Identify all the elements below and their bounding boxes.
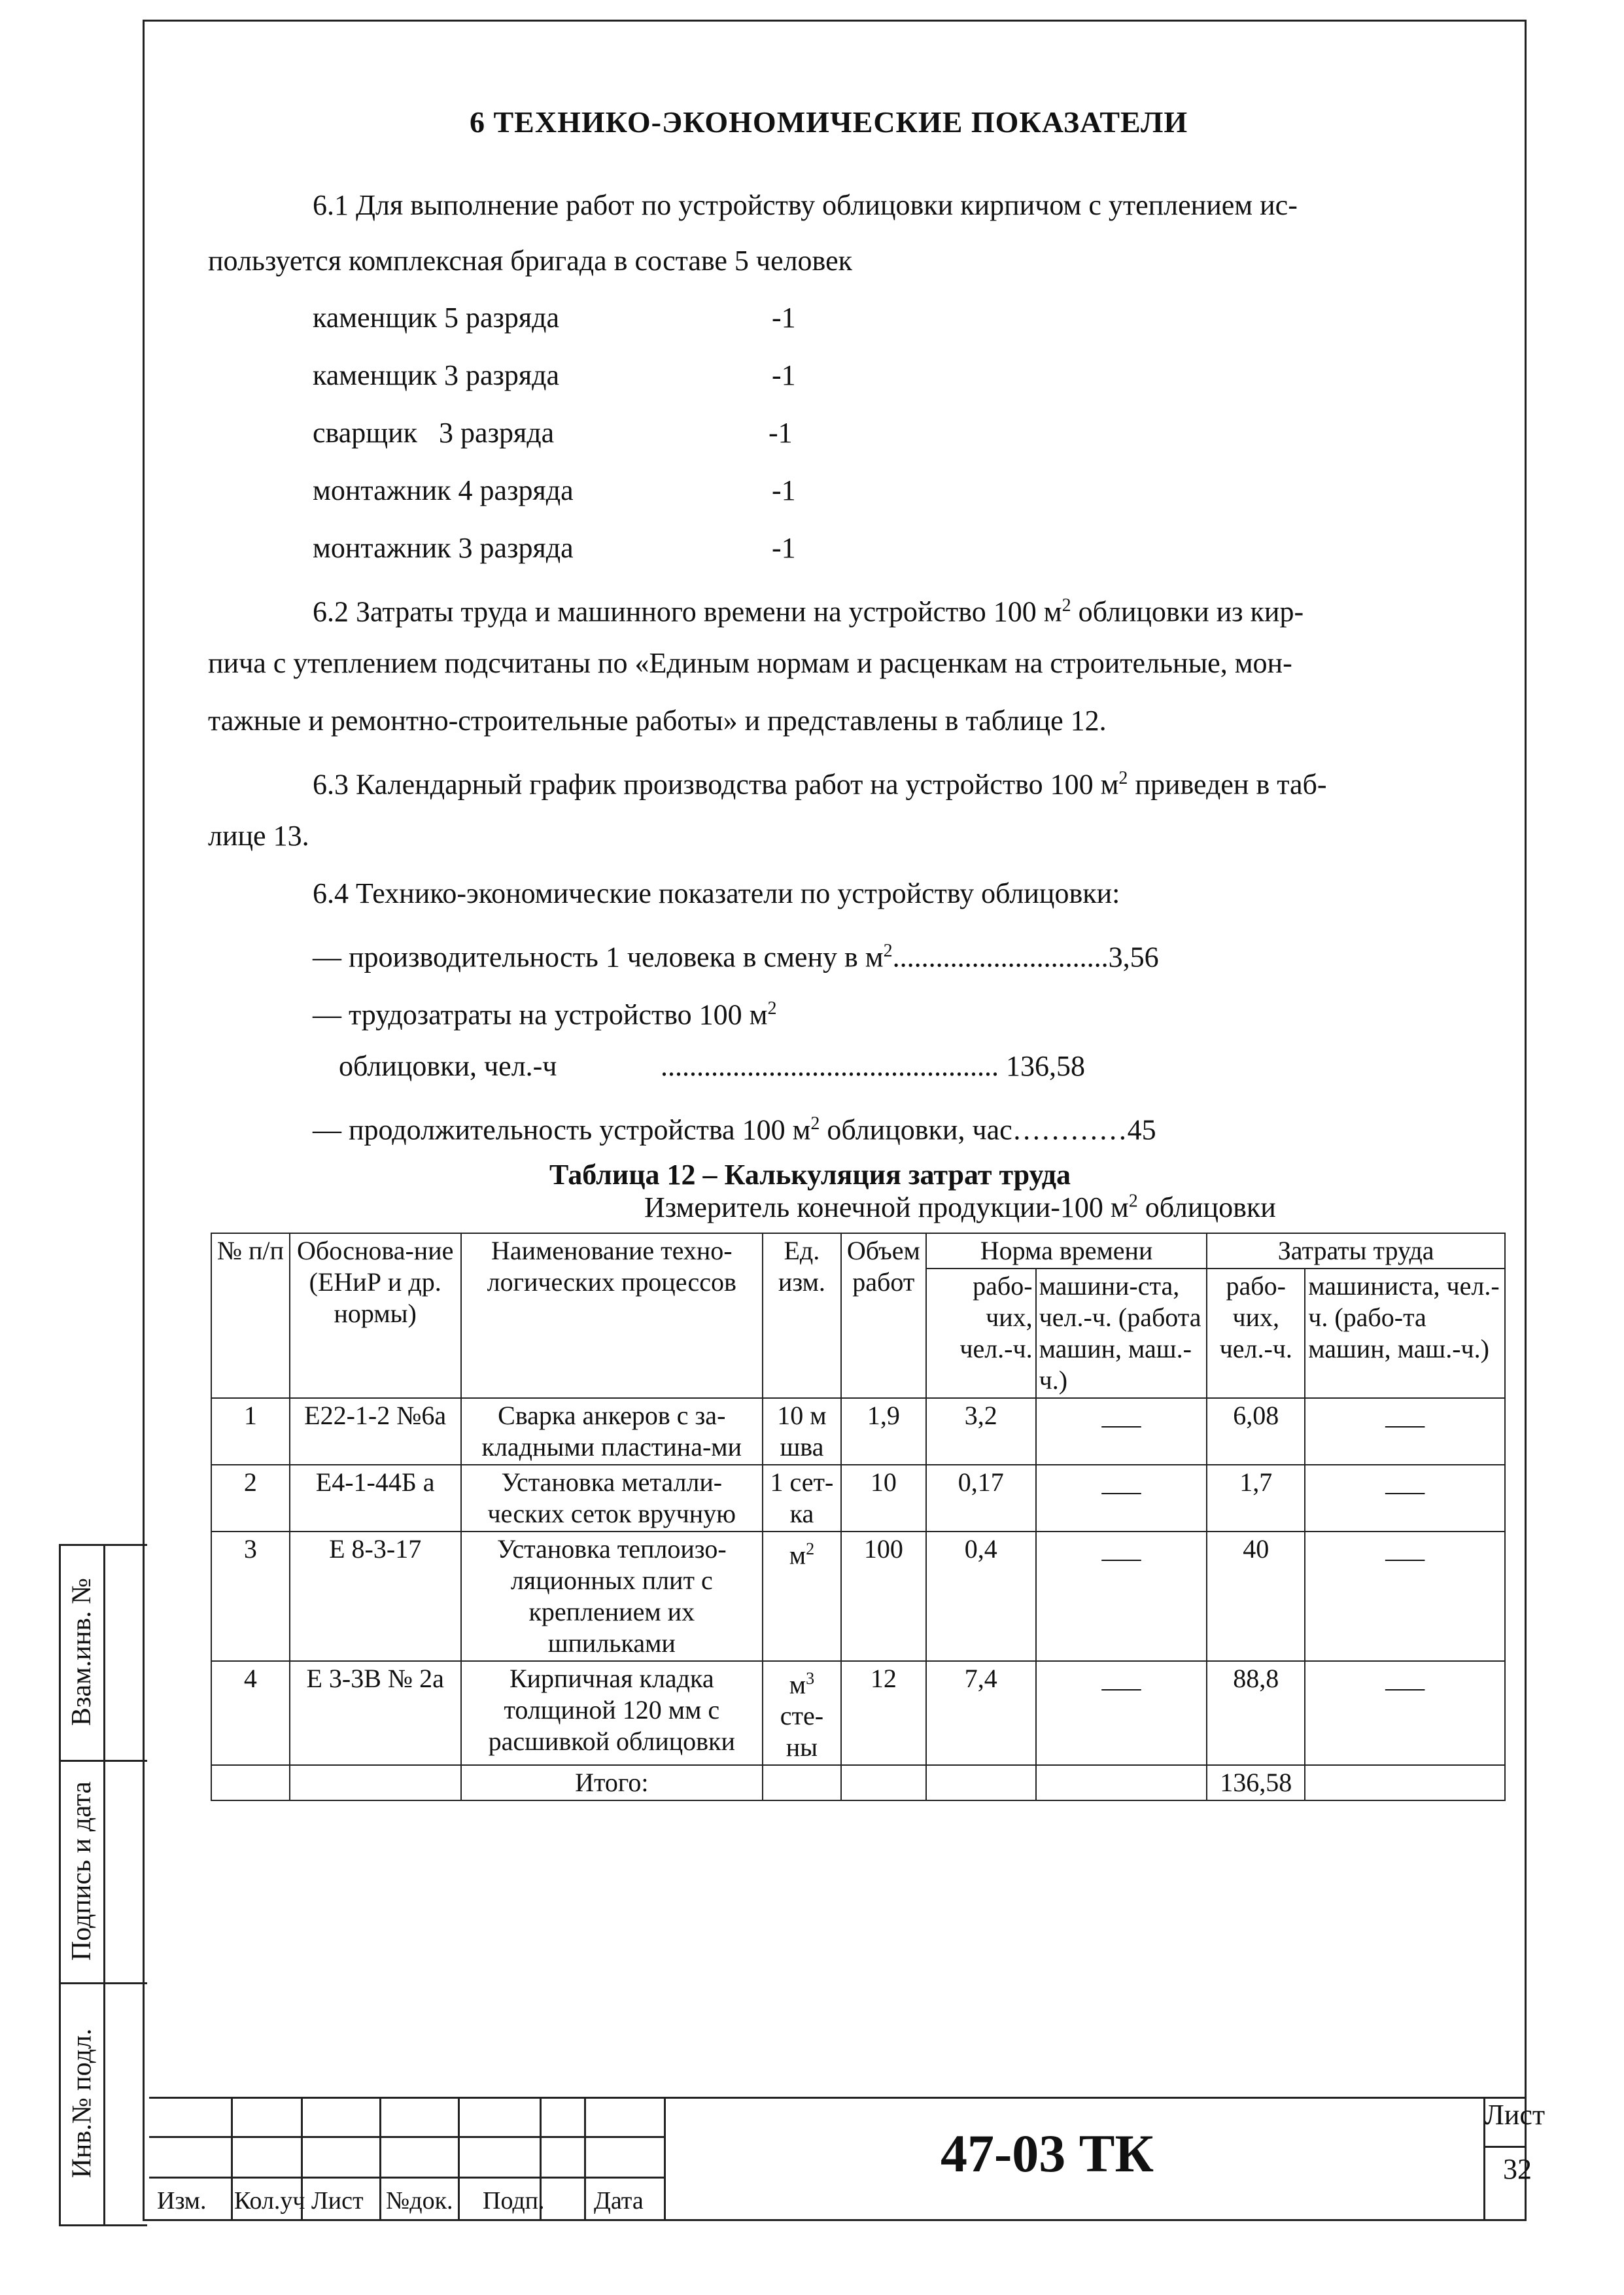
crew-role: каменщик 3 разряда: [313, 359, 560, 391]
table-row: 4 Е 3-3В № 2а Кирпичная кладка толщиной 120 мм с расшивкой облицовки $м^3$ сте-ны 12 7,4 ___ 88,8 ___: [211, 1661, 1505, 1765]
header-num: № п/п: [211, 1233, 290, 1398]
para-6-2-line2: пича с утеплением подсчитаны по «Единым нормам и расценкам на строительные, мон-: [208, 647, 1292, 679]
para-6-1-line1: 6.1 Для выполнение работ по устройству облицовки кирпичом с утеплением ис-: [313, 189, 1298, 221]
crew-count: -1: [772, 474, 796, 506]
total-value: 136,58: [1207, 1765, 1305, 1800]
para-6-3-line2: лице 13.: [208, 820, 309, 852]
binding-strip: [59, 1544, 147, 2224]
stamp-data: Дата: [594, 2187, 644, 2215]
inv-podl-label: Инв.№ подл.: [67, 2028, 97, 2179]
para-6-4: 6.4 Технико-экономические показатели по устройству облицовки:: [313, 877, 1120, 909]
crew-role: монтажник 3 разряда: [313, 532, 574, 564]
stamp-kolvo: Кол.уч: [234, 2187, 305, 2215]
indicator-productivity: — производительность 1 человека в смену в $м^2..............................3,56$: [313, 941, 1159, 973]
header-cost-workers: рабо-чих, чел.-ч.: [1207, 1269, 1305, 1398]
para-6-2-line3: тажные и ремонтно-строительные работы» и представлены в таблице 12.: [208, 705, 1107, 737]
table-total-row: [211, 1765, 1505, 1800]
header-norm: Норма времени: [926, 1233, 1207, 1269]
crew-count: -1: [772, 359, 796, 391]
title-block: [149, 2097, 1527, 2221]
header-cost: Затраты труда: [1207, 1233, 1505, 1269]
indicator-labor-line1: — трудозатраты на устройство 100 $м^2$: [313, 998, 777, 1031]
crew-count: -1: [769, 417, 793, 449]
stamp-ndok: №док.: [386, 2187, 453, 2215]
sheet-label: Лист: [1485, 2099, 1546, 2131]
crew-role: сварщик 3 разряда: [313, 417, 555, 449]
table-row: 2 Е4-1-44Б а Установка металли-ческих сеток вручную 1 сет-ка 10 0,17 ___ 1,7 ___: [211, 1465, 1505, 1532]
indicator-duration: — продолжительность устройства 100 $м^2$ облицовки, час…………45: [313, 1113, 1156, 1146]
table-caption: Таблица 12 – Калькуляция затрат труда: [549, 1159, 1071, 1191]
stamp-list: Лист: [311, 2187, 364, 2215]
table-row: 1 Е22-1-2 №6а Сварка анкеров с за-кладными пластина-ми 10 м шва 1,9 3,2 ___ 6,08 ___: [211, 1398, 1505, 1465]
indicator-labor-line2: облицовки, чел.-ч: [339, 1050, 557, 1082]
header-norm-workers: рабо-чих, чел.-ч.: [926, 1269, 1036, 1398]
vzam-inv-label: Взам.инв. №: [67, 1577, 97, 1726]
header-cost-machinist: машиниста, чел.-ч. (рабо-та машин, маш.-ч.): [1305, 1269, 1505, 1398]
para-6-3-line1: 6.3 Календарный график производства работ на устройство 100 $м^2$ приведен в таб-: [313, 768, 1327, 801]
crew-count: -1: [772, 302, 796, 334]
crew-count: -1: [772, 532, 796, 564]
header-unit: Ед. изм.: [763, 1233, 841, 1398]
sheet-number: 32: [1503, 2153, 1532, 2185]
signature-date-label: Подпись и дата: [67, 1781, 97, 1961]
table-meter: Измеритель конечной продукции-100 $м^2$ облицовки: [644, 1191, 1276, 1223]
header-name: Наименование техно-логических процессов: [461, 1233, 763, 1398]
labor-cost-table: [211, 1233, 1506, 1801]
section-title: 6 ТЕХНИКО-ЭКОНОМИЧЕСКИЕ ПОКАЗАТЕЛИ: [470, 105, 1188, 139]
crew-role: монтажник 4 разряда: [313, 474, 574, 506]
table-header-row: [211, 1233, 1505, 1269]
header-basis: Обоснова-ние (ЕНиР и др. нормы): [290, 1233, 461, 1398]
para-6-1-line2: пользуется комплексная бригада в составе 5 человек: [208, 245, 852, 277]
total-label: Итого:: [461, 1765, 763, 1800]
indicator-labor-value: ............................................... 136,58: [661, 1050, 1085, 1082]
header-norm-machinist: машини-ста, чел.-ч. (работа машин, маш.-ч.): [1036, 1269, 1207, 1398]
stamp-izm: Изм.: [157, 2187, 207, 2215]
crew-role: каменщик 5 разряда: [313, 302, 560, 334]
document-code: 47-03 ТК: [941, 2124, 1154, 2183]
para-6-2-line1: 6.2 Затраты труда и машинного времени на устройство 100 $м^2$ облицовки из кир-: [313, 595, 1304, 628]
header-volume: Объем работ: [841, 1233, 926, 1398]
stamp-podp: Подп.: [483, 2187, 545, 2215]
table-row: 3 Е 8-3-17 Установка теплоизо-ляционных плит с креплением их шпильками $м^2$ 100 0,4 ___ 40 ___: [211, 1532, 1505, 1661]
